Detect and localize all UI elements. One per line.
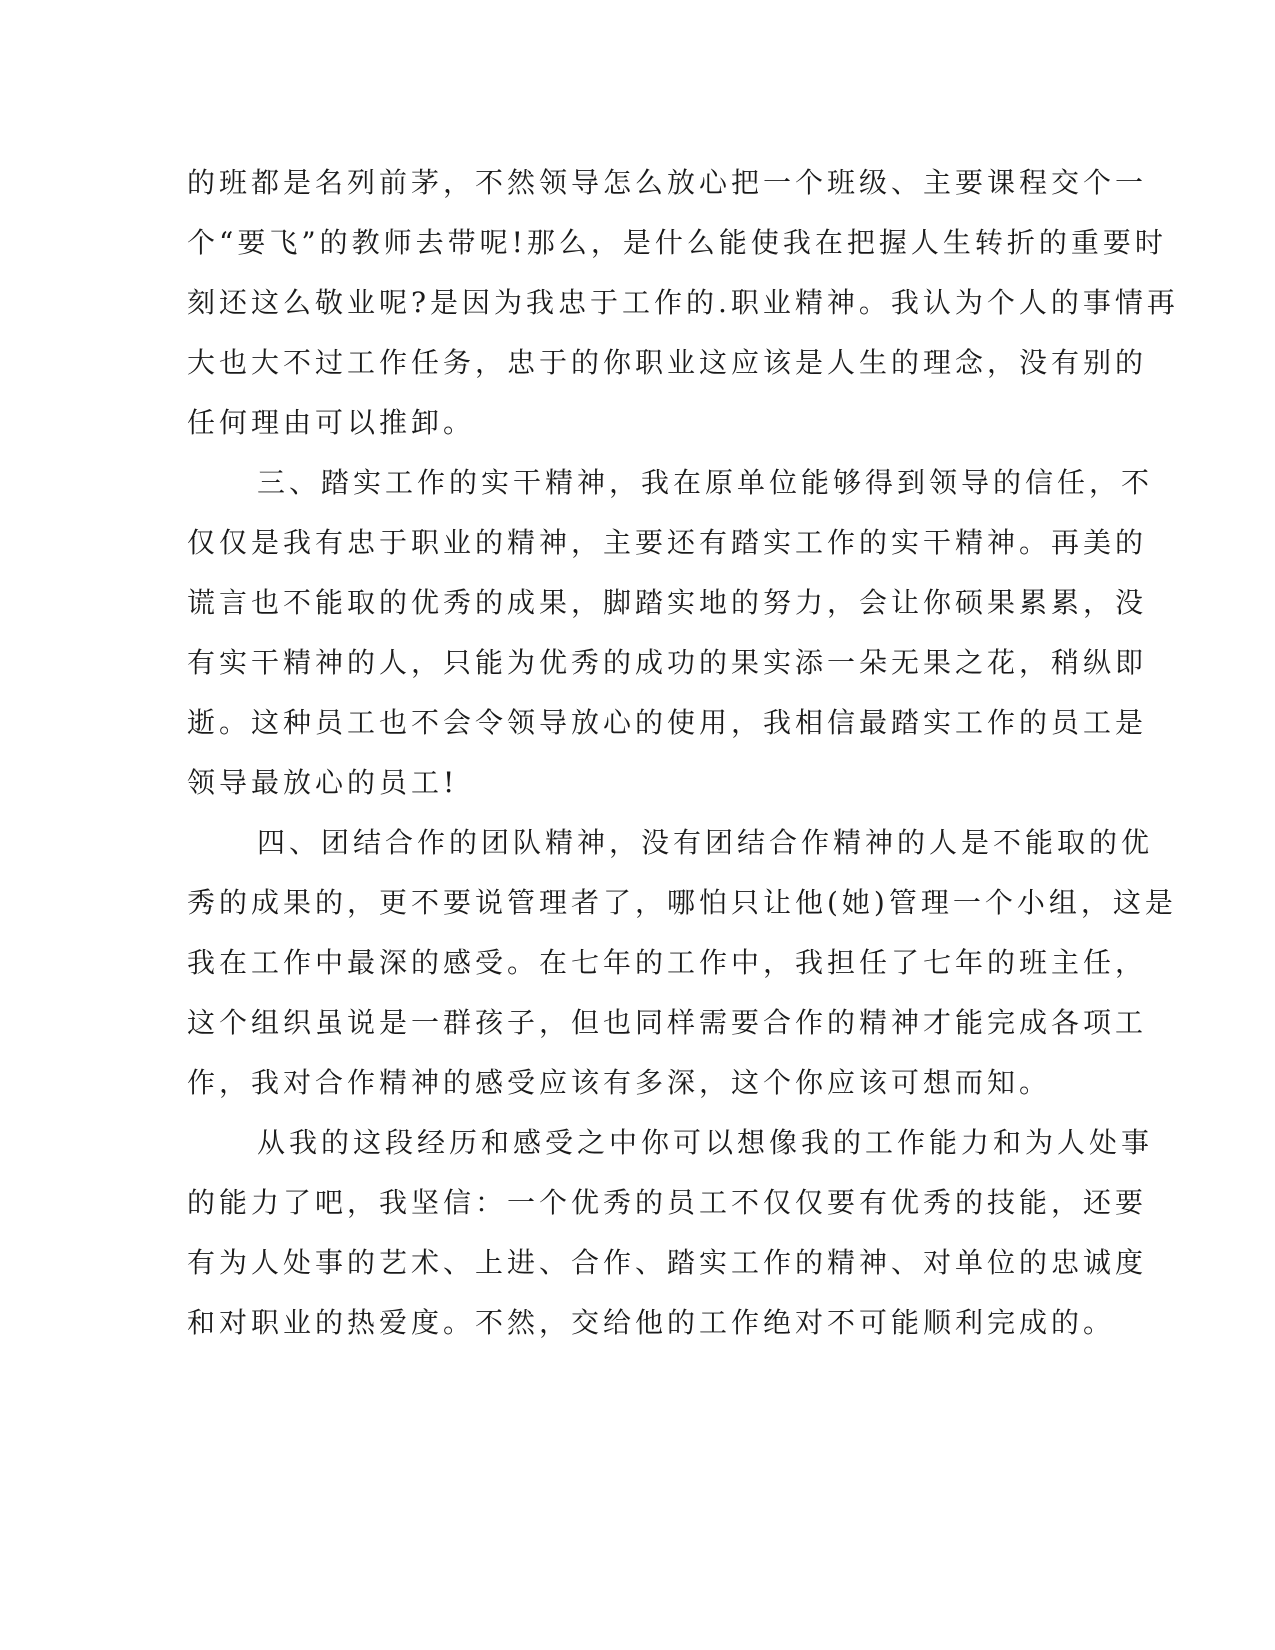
text-line: 刻还这么敬业呢?是因为我忠于工作的.职业精神。我认为个人的事情再 xyxy=(187,286,1179,319)
text-line: 和对职业的热爱度。不然，交给他的工作绝对不可能顺利完成的。 xyxy=(187,1306,1116,1339)
body-text xyxy=(187,153,1179,1353)
paragraph-start-line: 三、踏实工作的实干精神，我在原单位能够得到领导的信任，不 xyxy=(257,466,1154,499)
text-line: 有实干精神的人，只能为优秀的成功的果实添一朵无果之花，稍纵即 xyxy=(187,646,1148,679)
text-line: 逝。这种员工也不会令领导放心的使用，我相信最踏实工作的员工是 xyxy=(187,706,1148,739)
text-line: 领导最放心的员工! xyxy=(187,766,459,799)
paragraph-start-line: 四、团结合作的团队精神，没有团结合作精神的人是不能取的优 xyxy=(257,826,1154,859)
text-line: 秀的成果的，更不要说管理者了，哪怕只让他(她)管理一个小组，这是 xyxy=(187,886,1177,919)
text-line: 个“要飞”的教师去带呢!那么，是什么能使我在把握人生转折的重要时 xyxy=(187,226,1167,259)
text-line: 有为人处事的艺术、上进、合作、踏实工作的精神、对单位的忠诚度 xyxy=(187,1246,1148,1279)
text-line: 仅仅是我有忠于职业的精神，主要还有踏实工作的实干精神。再美的 xyxy=(187,526,1148,559)
text-line: 大也大不过工作任务，忠于的你职业这应该是人生的理念，没有别的 xyxy=(187,346,1148,379)
text-line: 任何理由可以推卸。 xyxy=(187,406,476,439)
text-line: 我在工作中最深的感受。在七年的工作中，我担任了七年的班主任， xyxy=(187,946,1148,979)
text-line: 谎言也不能取的优秀的成果，脚踏实地的努力，会让你硕果累累，没 xyxy=(187,586,1148,619)
text-line: 的班都是名列前茅，不然领导怎么放心把一个班级、主要课程交个一 xyxy=(187,166,1148,199)
paragraph-start-line: 从我的这段经历和感受之中你可以想像我的工作能力和为人处事 xyxy=(257,1126,1154,1159)
text-line: 的能力了吧，我坚信：一个优秀的员工不仅仅要有优秀的技能，还要 xyxy=(187,1186,1148,1219)
text-line: 作，我对合作精神的感受应该有多深，这个你应该可想而知。 xyxy=(187,1066,1052,1099)
text-line: 这个组织虽说是一群孩子，但也同样需要合作的精神才能完成各项工 xyxy=(187,1006,1148,1039)
